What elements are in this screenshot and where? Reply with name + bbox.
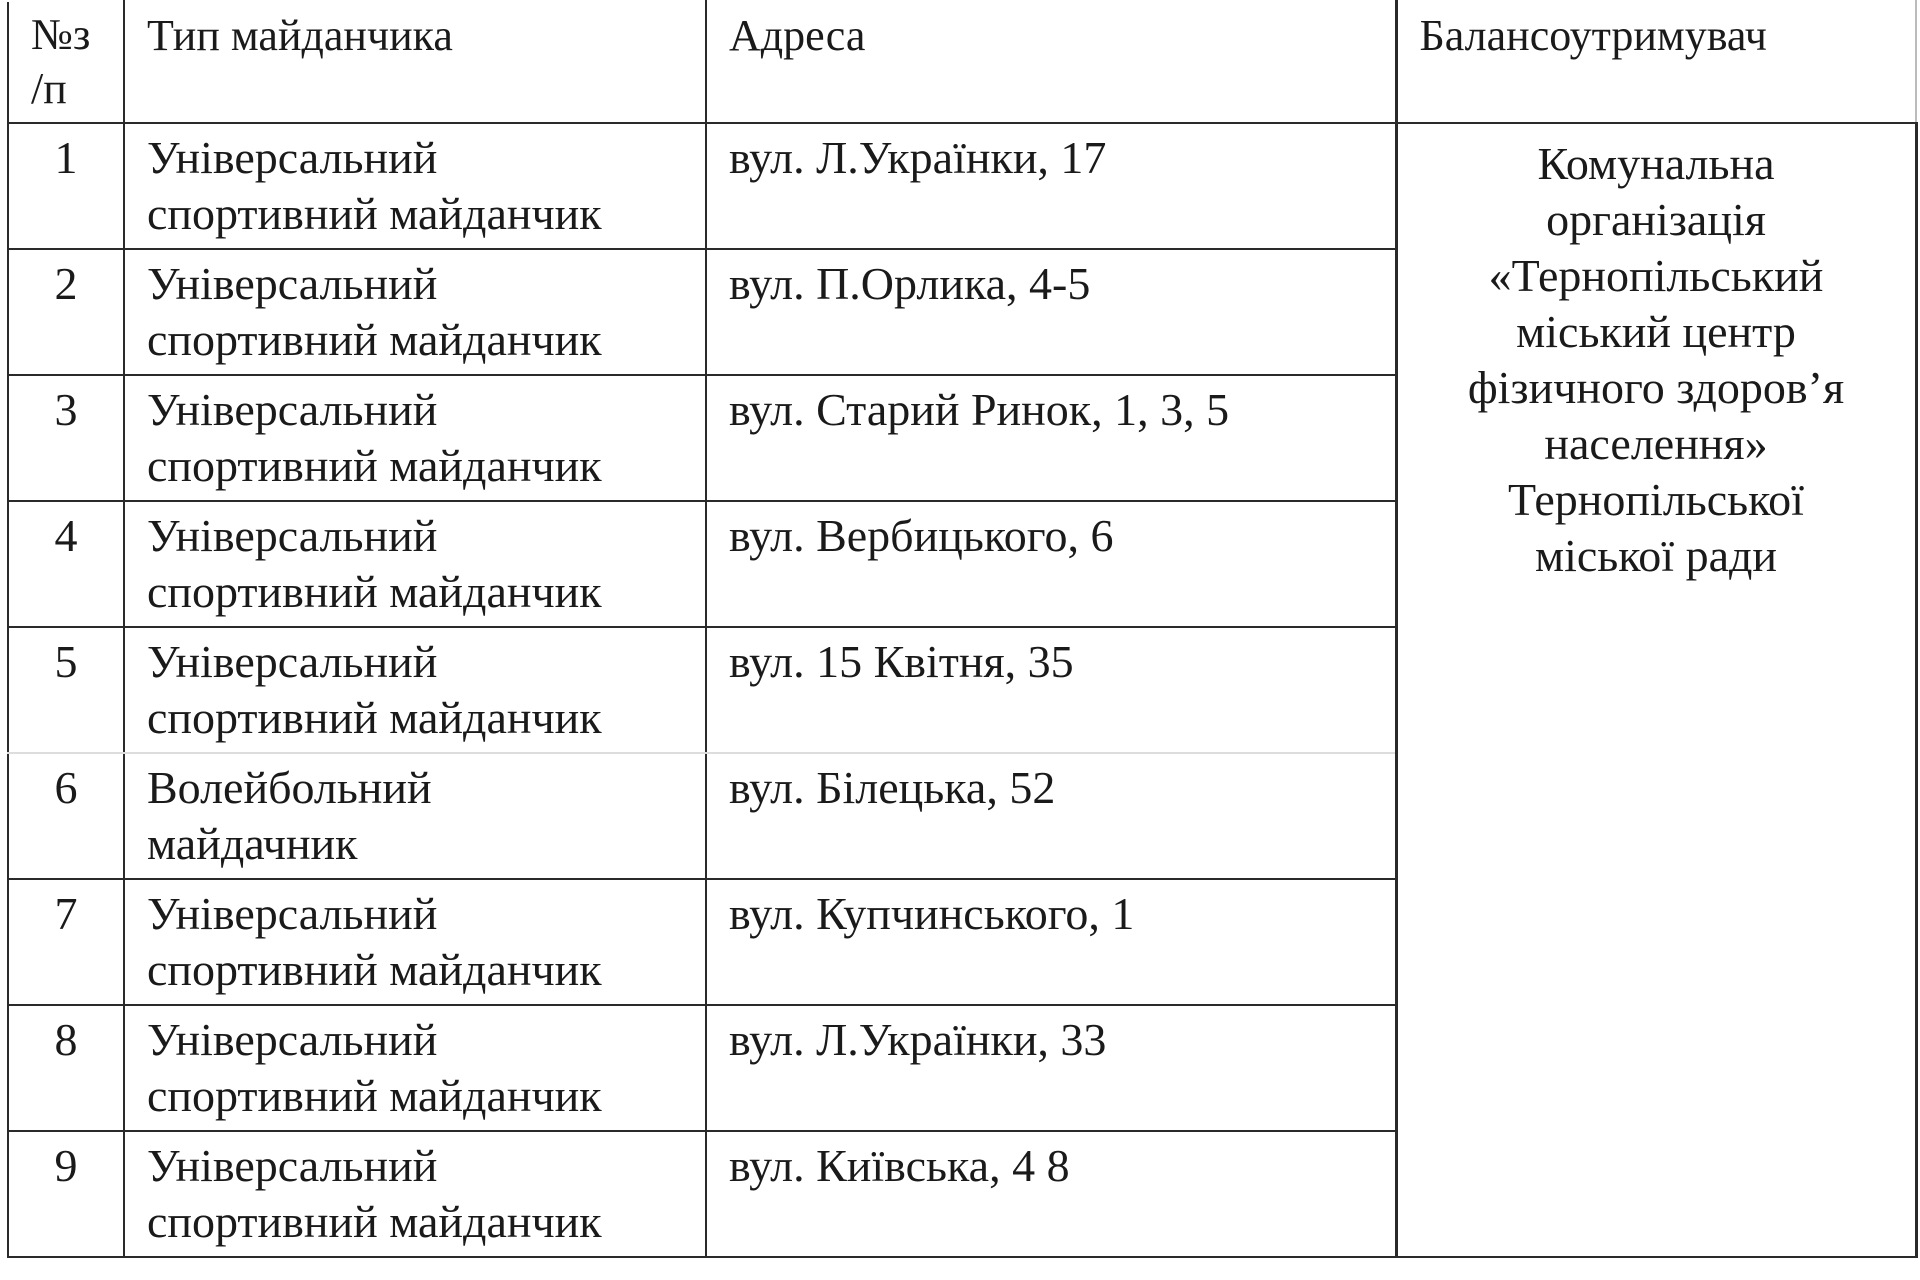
row-type: Універсальний спортивний майданчик	[124, 1005, 706, 1131]
row-type: Універсальний спортивний майданчик	[124, 123, 706, 249]
row-address: вул. П.Орлика, 4-5	[706, 249, 1396, 375]
row-type: Універсальний спортивний майданчик	[124, 879, 706, 1005]
header-holder: Балансоутримувач	[1396, 1, 1916, 123]
table-row	[8, 123, 1916, 249]
row-number: 4	[8, 501, 124, 627]
row-number: 7	[8, 879, 124, 1005]
row-number: 5	[8, 627, 124, 753]
row-address: вул. Старий Ринок, 1, 3, 5	[706, 375, 1396, 501]
holder-cell: Комунальна організація «Тернопільський міський центр фізичного здоров’я населення» Тернопільської міської ради	[1396, 123, 1916, 1257]
row-type: Універсальний спортивний майданчик	[124, 1131, 706, 1257]
row-address: вул. Купчинського, 1	[706, 879, 1396, 1005]
row-address: вул. 15 Квітня, 35	[706, 627, 1396, 753]
row-number: 2	[8, 249, 124, 375]
row-address: вул. Білецька, 52	[706, 753, 1396, 879]
table-header-row	[8, 1, 1916, 123]
row-type: Універсальний спортивний майданчик	[124, 627, 706, 753]
header-address: Адреса	[706, 1, 1396, 123]
row-type: Волейбольний майдачник	[124, 753, 706, 879]
row-type: Універсальний спортивний майданчик	[124, 375, 706, 501]
header-type: Тип майданчика	[124, 1, 706, 123]
row-number: 3	[8, 375, 124, 501]
row-number: 1	[8, 123, 124, 249]
row-address: вул. Київська, 4 8	[706, 1131, 1396, 1257]
row-type: Універсальний спортивний майданчик	[124, 249, 706, 375]
row-number: 9	[8, 1131, 124, 1257]
row-address: вул. Л.Українки, 33	[706, 1005, 1396, 1131]
row-number: 8	[8, 1005, 124, 1131]
header-number: №з /п	[8, 1, 124, 123]
row-number: 6	[8, 753, 124, 879]
row-address: вул. Вербицького, 6	[706, 501, 1396, 627]
row-type: Універсальний спортивний майданчик	[124, 501, 706, 627]
sports-grounds-table	[7, 0, 1918, 1258]
row-address: вул. Л.Українки, 17	[706, 123, 1396, 249]
